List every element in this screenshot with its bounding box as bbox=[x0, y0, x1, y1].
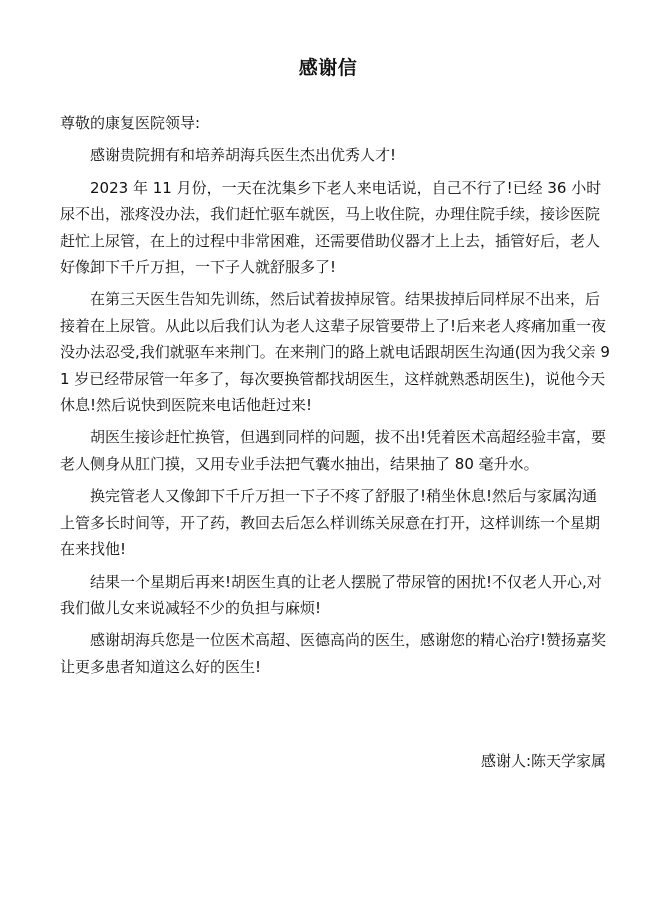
letter-title: 感谢信 bbox=[298, 57, 358, 79]
paragraph: 胡医生接诊赶忙换管，但遇到同样的问题，拔不出!凭着医术高超经验丰富，要老人侧身从肛门摸，又用专业手法把气囊水抽出，结果抽了 80 毫升水。 bbox=[60, 428, 607, 473]
salutation: 尊敬的康复医院领导: bbox=[60, 114, 201, 132]
signature: 感谢人:陈天学家属 bbox=[480, 752, 606, 770]
paragraph: 感谢贵院拥有和培养胡海兵医生杰出优秀人才! bbox=[90, 146, 397, 165]
paragraph: 结果一个星期后再来!胡医生真的让老人摆脱了带尿管的困扰!不仅老人开心,对我们做儿女来说减轻不少的负担与麻烦! bbox=[60, 572, 602, 617]
paragraph: 在第三天医生告知先训练，然后试着拔掉尿管。结果拔掉后同样尿不出来，后接着在上尿管。从此以后我们认为老人这辈子尿管要带上了!后来老人疼痛加重一夜没办法忍受,我们就驱车来荆门。在来荆门的路上就电话跟胡医生沟通(因为我父亲 91 岁已经带尿管一年多了，每次要换管都找胡医生，这样就熟悉胡医生)，说他今天休息!然后说快到医院来电话他赶过来! bbox=[60, 290, 610, 415]
paragraph: 感谢胡海兵您是一位医术高超、医德高尚的医生，感谢您的精心治疗!赞扬嘉奖让更多患者知道这么好的医生! bbox=[60, 631, 607, 676]
paragraph: 换完管老人又像卸下千斤万担一下子不疼了舒服了!稍坐休息!然后与家属沟通上管多长时间等，开了药，教回去后怎么样训练关尿意在打开，这样训练一个星期在来找他! bbox=[60, 487, 601, 559]
paragraph: 2023 年 11 月份，一天在沈集乡下老人来电话说，自己不行了!已经 36 小时尿不出，涨疼没办法，我们赶忙驱车就医，马上收住院，办理住院手续，接诊医院赶忙上尿管，在上的过程中非常困难，还需要借助仪器才上上去，插管好后，老人好像卸下千斤万担，一下子人就舒服多了! bbox=[60, 178, 602, 277]
letter-body bbox=[60, 110, 612, 686]
